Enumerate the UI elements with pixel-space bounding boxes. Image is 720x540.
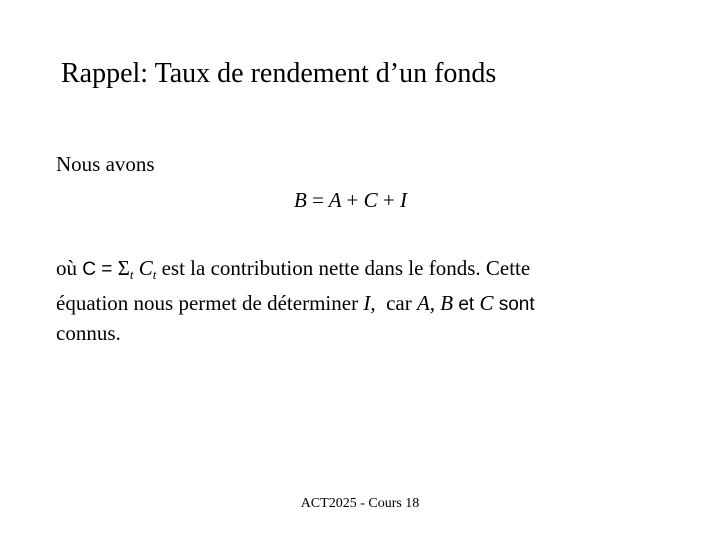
equation-var-c: C	[363, 188, 378, 212]
var-c: C	[479, 291, 494, 315]
explanation-line-1	[56, 254, 656, 289]
equation-plus: +	[346, 188, 359, 212]
word-et: et	[458, 294, 475, 315]
c-equals: C =	[82, 259, 113, 280]
equation-var-b: B	[294, 188, 307, 212]
sigma-symbol: Σ	[117, 256, 130, 280]
explanation-text-3: , car	[370, 291, 412, 315]
var-i: I	[363, 291, 371, 315]
equation-var-i: I	[399, 188, 407, 212]
slide-footer: ACT2025 - Cours 18	[300, 496, 420, 511]
intro-text: Nous avons	[56, 152, 155, 176]
var-a-b: A, B	[416, 291, 454, 315]
ct-subscript: t	[152, 267, 157, 282]
explanation-text-2: équation nous permet de déterminer	[56, 291, 359, 315]
sigma-subscript: t	[129, 267, 134, 282]
equation-equals: =	[312, 188, 324, 212]
equation-var-a: A	[328, 188, 342, 212]
var-ct: C	[138, 256, 153, 280]
word-sont: sont	[498, 294, 535, 315]
equation-plus: +	[382, 188, 395, 212]
explanation-line-2	[56, 289, 656, 319]
explanation-line-3: connus.	[56, 321, 121, 345]
explanation-text-1: est la contribution nette dans le fonds. Cette	[161, 256, 531, 280]
word-ou: où	[56, 256, 77, 280]
slide-title: Rappel: Taux de rendement d’un fonds	[61, 58, 497, 89]
equation	[294, 186, 407, 214]
explanation-paragraph	[56, 254, 656, 348]
